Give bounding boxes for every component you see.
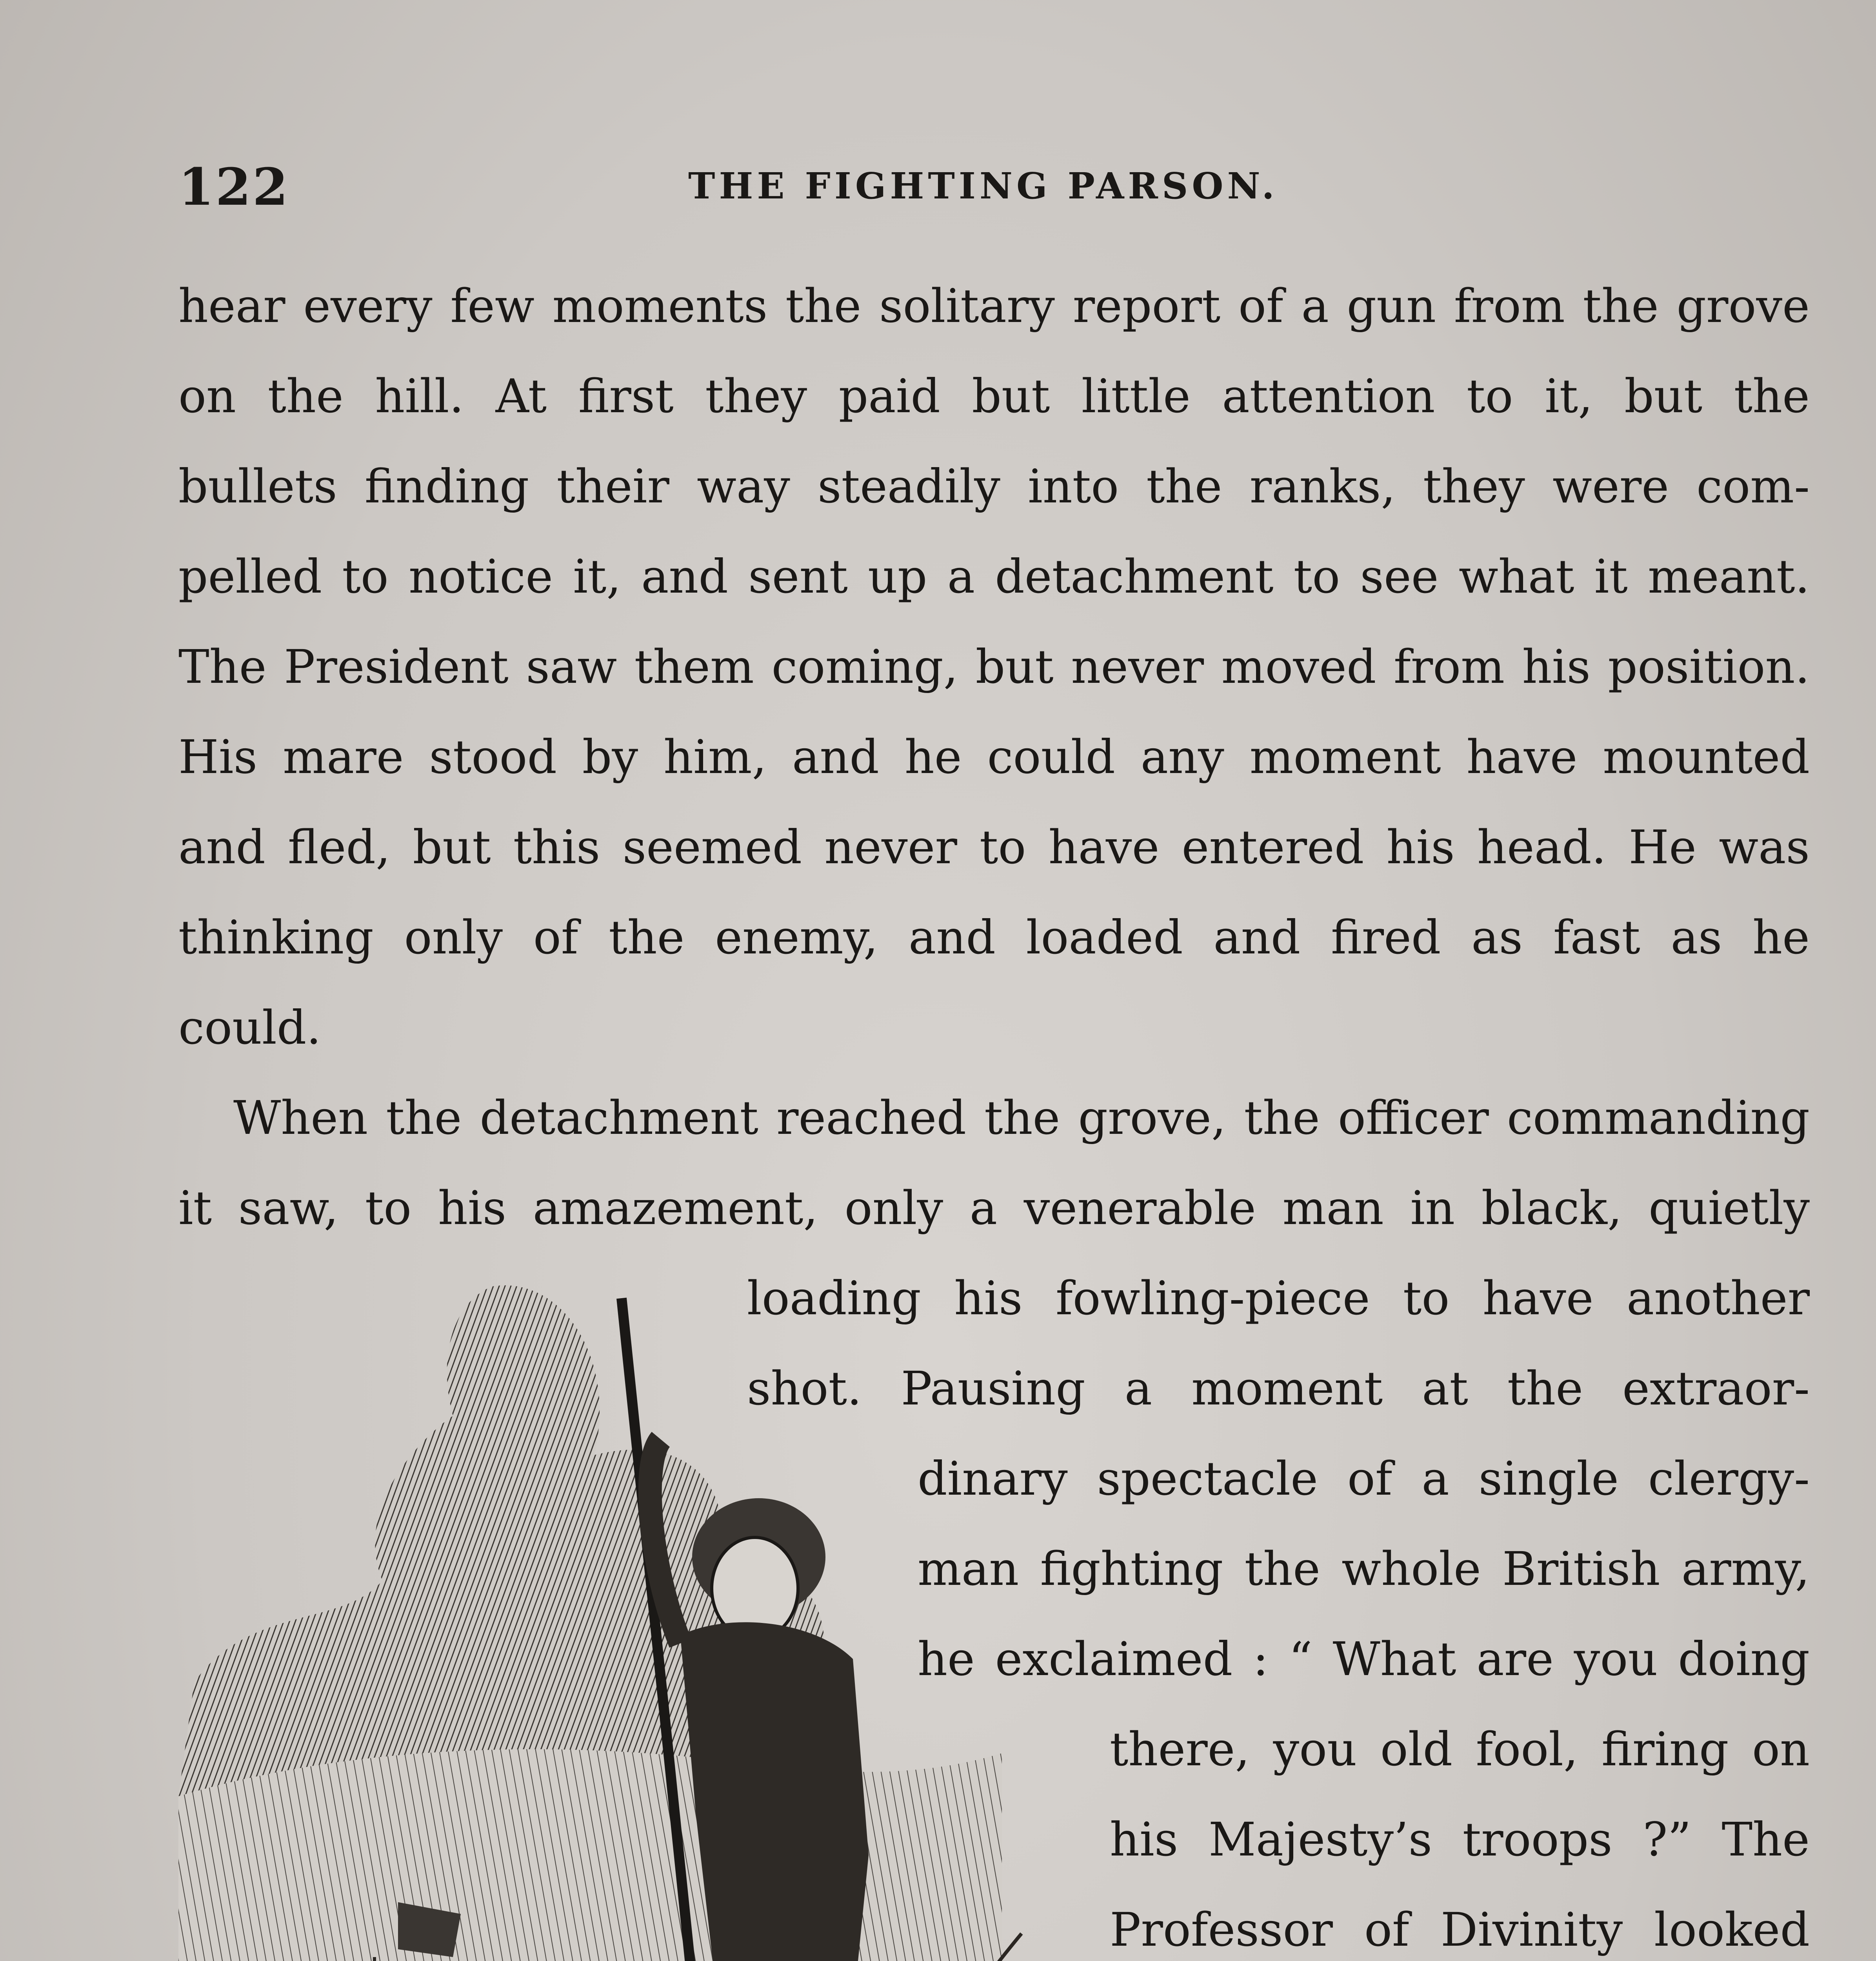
page-number: 122	[178, 157, 290, 217]
body-line: his Majesty’s troops ?” The	[1110, 1812, 1810, 1866]
body-line: there, you old fool, firing on	[1110, 1722, 1810, 1776]
engraving-drawing	[178, 1267, 1076, 1961]
body-line: hear every few moments the solitary report of a gun from the grove	[178, 279, 1810, 333]
body-line: The President saw them coming, but never moved from his position.	[178, 640, 1810, 694]
body-line: bullets finding their way steadily into the ranks, they were com-	[178, 459, 1810, 513]
body-line: man fighting the whole British army,	[918, 1542, 1810, 1596]
body-line: on the hill. At first they paid but little attention to it, but the	[178, 369, 1810, 423]
page-header	[178, 157, 1810, 224]
body-line: he exclaimed : “ What are you doing	[918, 1632, 1810, 1686]
body-line: His mare stood by him, and he could any moment have mounted	[178, 730, 1810, 784]
body-line: shot. Pausing a moment at the extraor-	[747, 1361, 1810, 1415]
body-line: dinary spectacle of a single clergy-	[918, 1452, 1810, 1506]
engraving-illustration	[178, 1267, 1076, 1961]
body-line: When the detachment reached the grove, the officer commanding	[233, 1091, 1810, 1145]
body-line: pelled to notice it, and sent up a detachment to see what it meant.	[178, 549, 1810, 604]
black-coat	[680, 1622, 869, 1961]
body-line: loading his fowling-piece to have another	[747, 1271, 1810, 1325]
body-line: could.	[178, 1001, 321, 1055]
body-line: it saw, to his amazement, only a venerable man in black, quietly	[178, 1181, 1810, 1235]
hillside	[178, 1749, 1002, 1961]
body-line: thinking only of the enemy, and loaded and fired as fast as he	[178, 910, 1810, 964]
body-line: and fled, but this seemed never to have entered his head. He was	[178, 820, 1810, 874]
body-line: Professor of Divinity looked	[1110, 1903, 1810, 1957]
running-title: THE FIGHTING PARSON.	[688, 165, 1278, 207]
